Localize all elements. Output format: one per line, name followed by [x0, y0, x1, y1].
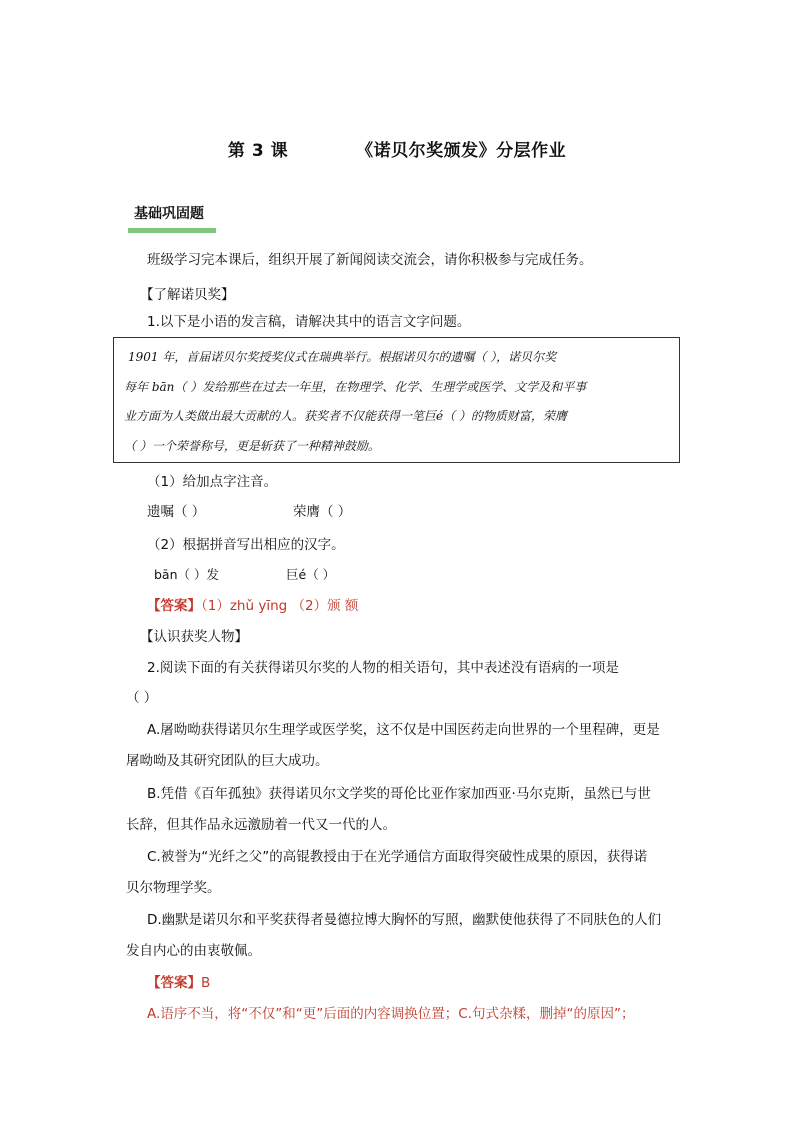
- option-b-cont: 长辞，但其作品永远激励着一代又一代的人。: [126, 817, 396, 833]
- answer-1: [147, 596, 358, 616]
- hanzi-item: 巨é（ ）: [286, 567, 336, 582]
- option-c: C.被誉为“光纤之父”的高锟教授由于在光学通信方面取得突破性成果的原因，获得诺: [147, 849, 648, 865]
- subquestion-2: （2）根据拼音写出相应的汉字。: [147, 537, 345, 553]
- question-1: 1.以下是小语的发言稿，请解决其中的语言文字问题。: [147, 314, 471, 330]
- option-a-cont: 屠呦呦及其研究团队的巨大成功。: [126, 753, 329, 769]
- pinyin-item: 遗嘱（ ）: [147, 504, 206, 520]
- lesson-name: 《诺贝尔奖颁发》分层作业: [356, 141, 567, 161]
- passage-line: 业方面为人类做出最大贡献的人。获奖者不仅能获得一笔巨é（ ）的物质财富，荣膺: [124, 409, 567, 423]
- passage-line: 每年 bān（ ）发给那些在过去一年里，在物理学、化学、生理学或医学、文学及和平事: [124, 380, 587, 394]
- page-title: [0, 136, 794, 161]
- part1-heading: 【了解诺贝奖】: [140, 287, 235, 303]
- intro-text: 班级学习完本课后，组织开展了新闻阅读交流会，请你积极参与完成任务。: [147, 252, 593, 268]
- option-d-cont: 发自内心的由衷敬佩。: [126, 943, 261, 959]
- pinyin-item: 荣膺（ ）: [293, 504, 352, 520]
- option-d: D.幽默是诺贝尔和平奖获得者曼德拉博大胸怀的写照，幽默使他获得了不同肤色的人们: [147, 912, 662, 928]
- section-heading: 基础巩固题: [134, 206, 204, 222]
- answer-blank: （ ）: [126, 690, 158, 706]
- passage-line: （ ）一个荣誉称号，更是斩获了一种精神鼓励。: [124, 439, 380, 453]
- option-b: B.凭借《百年孤独》获得诺贝尔文学奖的哥伦比亚作家加西亚·马尔克斯，虽然已与世: [147, 786, 651, 802]
- option-c-cont: 贝尔物理学奖。: [126, 880, 221, 896]
- hanzi-item: bān（ ）发: [154, 567, 219, 582]
- part2-heading: 【认识获奖人物】: [140, 629, 248, 645]
- answer-label: 【答案】: [147, 975, 201, 991]
- option-a: A.屠呦呦获得诺贝尔生理学或医学奖，这不仅是中国医药走向世界的一个里程碑，更是: [147, 722, 660, 738]
- section-underline: [128, 228, 216, 233]
- subquestion-1: （1）给加点字注音。: [147, 474, 278, 490]
- answer-2: [147, 973, 210, 993]
- answer-label: 【答案】: [147, 598, 201, 614]
- answer-explanation: A.语序不当，将“不仅”和“更”后面的内容调换位置；C.句式杂糅，删掉“的原因”；: [147, 1006, 635, 1022]
- answer-text: （1）zhǔ yīng （2）颁 额: [201, 598, 359, 614]
- passage-box: [113, 337, 680, 463]
- answer-value: B: [201, 975, 211, 991]
- lesson-number: 第 3 课: [227, 141, 289, 161]
- passage-line: 1901 年，首届诺贝尔奖授奖仪式在瑞典举行。根据诺贝尔的遗嘱（ ），诺贝尔奖: [128, 350, 557, 364]
- question-2: 2.阅读下面的有关获得诺贝尔奖的人物的相关语句，其中表述没有语病的一项是: [147, 660, 619, 676]
